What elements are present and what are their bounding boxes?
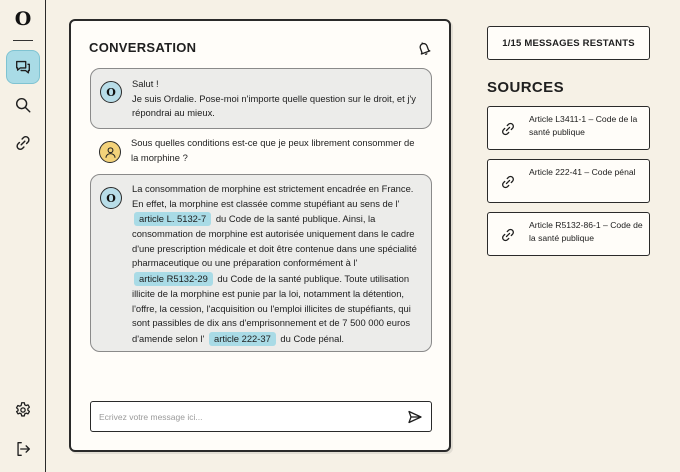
sources-title: SOURCES <box>487 79 564 96</box>
settings-button[interactable] <box>6 393 40 427</box>
message-text: Sous quelles conditions est-ce que je peux librement consommer de la morphine ? <box>131 137 415 163</box>
source-label <box>529 219 643 245</box>
answer-text: du Code de la santé publique. Ainsi, la consommation de morphine est autorisée uniquement dans le cadre d'une prescription médicale et doit être contenue dans une spécialité pharmaceutique ou une préparation conformément à l' <box>132 213 417 269</box>
conversation-title: CONVERSATION <box>89 40 197 55</box>
source-card[interactable] <box>487 106 650 150</box>
intro-line: Je suis Ordalie. Pose-moi n'importe quelle question sur le droit, et j'y répondrai au mieux. <box>132 92 416 119</box>
sidebar <box>0 0 46 472</box>
send-icon[interactable] <box>407 409 423 425</box>
source-label <box>529 166 643 179</box>
chat-bubbles-icon <box>14 58 32 76</box>
sidebar-item-chat[interactable] <box>6 50 40 84</box>
link-icon <box>14 134 32 152</box>
bot-message <box>90 174 432 352</box>
sidebar-item-search[interactable] <box>6 88 40 122</box>
answer-text: du Code de la santé publique. Toute utilisation illicite de la morphine est punie par la loi, notamment la détention, l'offre, la cession, l'acquisition ou l'emploi illicites de stupéfiants, qui sont passibles de dix ans d'emprisonnement et de 7 500 000 euros d'amende selon l' <box>132 272 411 344</box>
user-message <box>90 135 432 169</box>
source-label <box>529 113 643 139</box>
source-code: – Code de la santé publique <box>529 114 638 137</box>
messages-remaining-badge: 1/15 MESSAGES RESTANTS <box>487 26 650 60</box>
bot-avatar: O <box>100 187 122 209</box>
link-icon <box>500 121 516 137</box>
source-code: – Code pénal <box>582 167 636 177</box>
article-reference-link[interactable]: article R5132-29 <box>134 272 213 286</box>
message-text <box>132 182 421 347</box>
logout-icon <box>14 440 32 458</box>
source-article: Article R5132-86-1 <box>529 220 601 230</box>
user-icon <box>103 145 118 160</box>
link-icon <box>500 227 516 243</box>
source-card[interactable] <box>487 159 650 203</box>
answer-text: La consommation de morphine est strictement encadrée en France. En effet, la morphine est classée comme stupéfiant au sens de l' <box>132 183 414 209</box>
source-article: Article 222-41 <box>529 167 583 177</box>
app-logo: O <box>14 8 32 30</box>
source-card[interactable] <box>487 212 650 256</box>
sidebar-item-sources[interactable] <box>6 126 40 160</box>
link-icon <box>500 174 516 190</box>
bell-icon[interactable] <box>417 40 431 56</box>
bot-message <box>90 68 432 129</box>
logo-divider <box>13 40 33 41</box>
logout-button[interactable] <box>6 432 40 466</box>
gear-icon <box>14 401 32 419</box>
greeting-line: Salut ! <box>132 78 159 89</box>
message-text <box>132 77 421 121</box>
bot-avatar: O <box>100 81 122 103</box>
message-composer <box>90 401 432 432</box>
article-reference-link[interactable]: article 222-37 <box>209 332 276 346</box>
conversation-panel <box>69 19 451 452</box>
user-avatar <box>99 141 121 163</box>
source-code: – Code de la santé publique <box>529 220 643 243</box>
search-icon <box>14 96 32 114</box>
source-article: Article L3411-1 <box>529 114 587 124</box>
article-reference-link[interactable]: article L. 5132-7 <box>134 212 211 226</box>
message-input[interactable] <box>99 408 389 425</box>
answer-text: du Code pénal. <box>280 332 345 344</box>
